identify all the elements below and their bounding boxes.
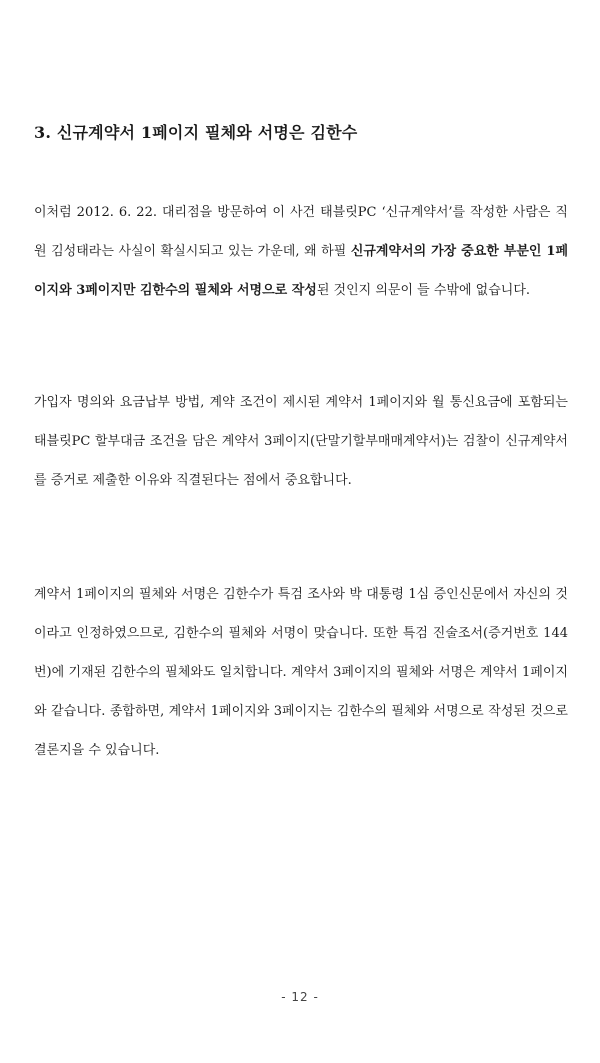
page-number: - 12 - (281, 990, 319, 1004)
paragraph-1-text-b: 된 것인지 의문이 들 수밖에 없습니다. (316, 283, 531, 298)
paragraph-1-bold-text: 신규계약서의 가장 중요한 부분인 1페이지와 3페이지만 김한수의 필체와 서명으로 작성 (34, 244, 568, 298)
paragraph-2: 가입자 명의와 요금납부 방법, 계약 조건이 제시된 계약서 1페이지와 월 통신요금에 포함되는 태블릿PC 할부대금 조건을 담은 계약서 3페이지(단말기할부매매계약서)는 검찰이 신규계약서를 증거로 제출한 이유와 직결된다는 점에서 중요합니다. (34, 395, 568, 488)
paragraph-1-text-a: 이처럼 2012. 6. 22. 대리점을 방문하여 이 사건 태블릿PC ‘신규계약서’를 작성한 사람은 직원 김성태라는 사실이 확실시되고 있는 가운데, 왜 하필 (34, 205, 568, 259)
section-heading: 3. 신규계약서 1페이지 필체와 서명은 김한수 (34, 123, 358, 142)
paragraph-3: 계약서 1페이지의 필체와 서명은 김한수가 특검 조사와 박 대통령 1심 증인신문에서 자신의 것이라고 인정하였으므로, 김한수의 필체와 서명이 맞습니다. 또한 특검 진술조서(증거번호 144번)에 기재된 김한수의 필체와도 일치합니다. 계약서 3페이지의 필체와 서명은 계약서 1페이지와 같습니다. 종합하면, 계약서 1페이지와 3페이지는 김한수의 필체와 서명으로 작성된 것으로 결론지을 수 있습니다. (34, 587, 568, 758)
paragraph-1 (34, 193, 568, 310)
